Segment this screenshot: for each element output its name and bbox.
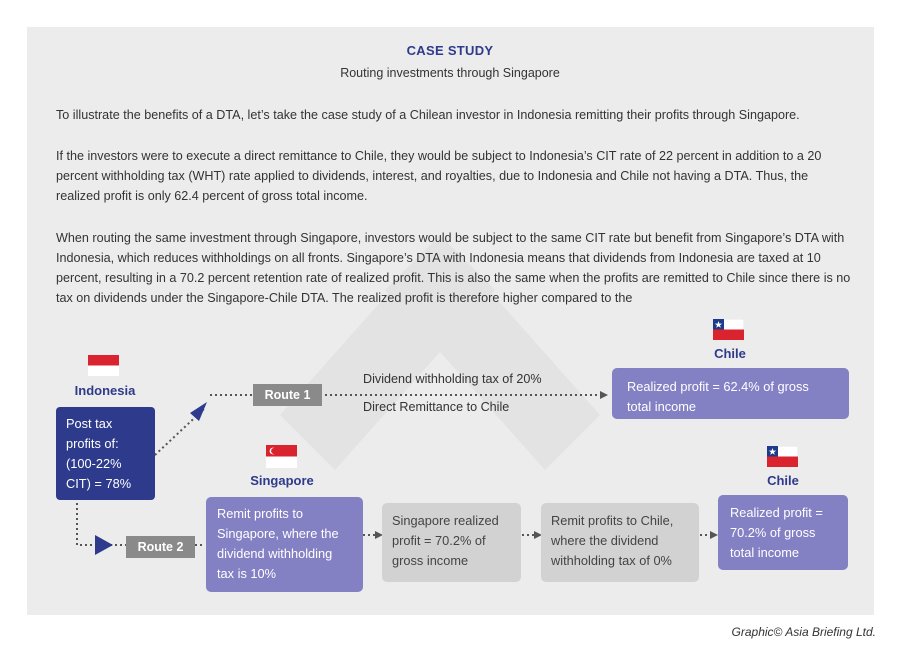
singapore-label: Singapore bbox=[250, 473, 314, 488]
chile-label-route1: Chile bbox=[714, 346, 746, 361]
route1-result-box: Realized profit = 62.4% of gross total income bbox=[612, 368, 849, 419]
route2-step2-box: Singapore realized profit = 70.2% of gross income bbox=[382, 503, 521, 582]
arrow-step3-icon bbox=[710, 531, 718, 539]
route2-step1-box: Remit profits to Singapore, where the dividend withholding tax is 10% bbox=[206, 497, 363, 592]
page-subtitle: Routing investments through Singapore bbox=[340, 66, 560, 80]
indonesia-flag-icon bbox=[88, 355, 119, 376]
arrow-route2-icon bbox=[95, 535, 113, 555]
route2-step3-box: Remit profits to Chile, where the dividend withholding tax of 0% bbox=[541, 503, 699, 582]
arrow-to-chile-icon bbox=[600, 391, 608, 399]
indonesia-label: Indonesia bbox=[74, 383, 136, 398]
singapore-flag-icon bbox=[266, 445, 297, 468]
arrow-route1-icon bbox=[190, 402, 207, 421]
paragraph-direct-remittance: If the investors were to execute a direct remittance to Chile, they would be subject to Indonesia’s CIT rate of 22 percent in addition to a 20 percent withholding tax (WHT) rate applied to dividends, interest, and royalties, due to Indonesia and Chile not having a DTA. Thus, the realized profit is only 62.4 percent of gross total income. bbox=[56, 149, 822, 203]
route2-result-box: Realized profit = 70.2% of gross total income bbox=[718, 495, 848, 570]
chile-label-route2: Chile bbox=[767, 473, 799, 488]
chile-flag-route2-icon bbox=[767, 446, 798, 467]
route2-label: Route 2 bbox=[126, 536, 195, 558]
chile-flag-icon bbox=[713, 319, 744, 340]
route1-remittance-text: Direct Remittance to Chile bbox=[363, 400, 510, 414]
route1-label: Route 1 bbox=[253, 384, 322, 406]
page-title: CASE STUDY bbox=[406, 43, 494, 58]
graphic-credit: Graphic© Asia Briefing Ltd. bbox=[731, 625, 876, 639]
paragraph-intro: To illustrate the benefits of a DTA, let’s take the case study of a Chilean investor in Indonesia remitting their profits through Singapore. bbox=[56, 108, 800, 122]
indonesia-post-tax-box: Post tax profits of: (100-22% CIT) = 78% bbox=[56, 407, 155, 500]
route1-withholding-text: Dividend withholding tax of 20% bbox=[363, 372, 542, 386]
paragraph-singapore-routing: When routing the same investment through Singapore, investors would be subject to the same CIT rate but benefit from Singapore’s DTA with Indonesia, which reduces withholdings on all fronts. Singapore’s DTA with Indonesia means that dividends from Indonesia are taxed at 10 percent, resulting in a 70.2 percent retention rate of realized profit. This is also the same when the profits are remitted to Chile since there is no tax on dividends under the Singapore-Chile DTA. The realized profit is therefore higher compared to the bbox=[56, 231, 851, 305]
